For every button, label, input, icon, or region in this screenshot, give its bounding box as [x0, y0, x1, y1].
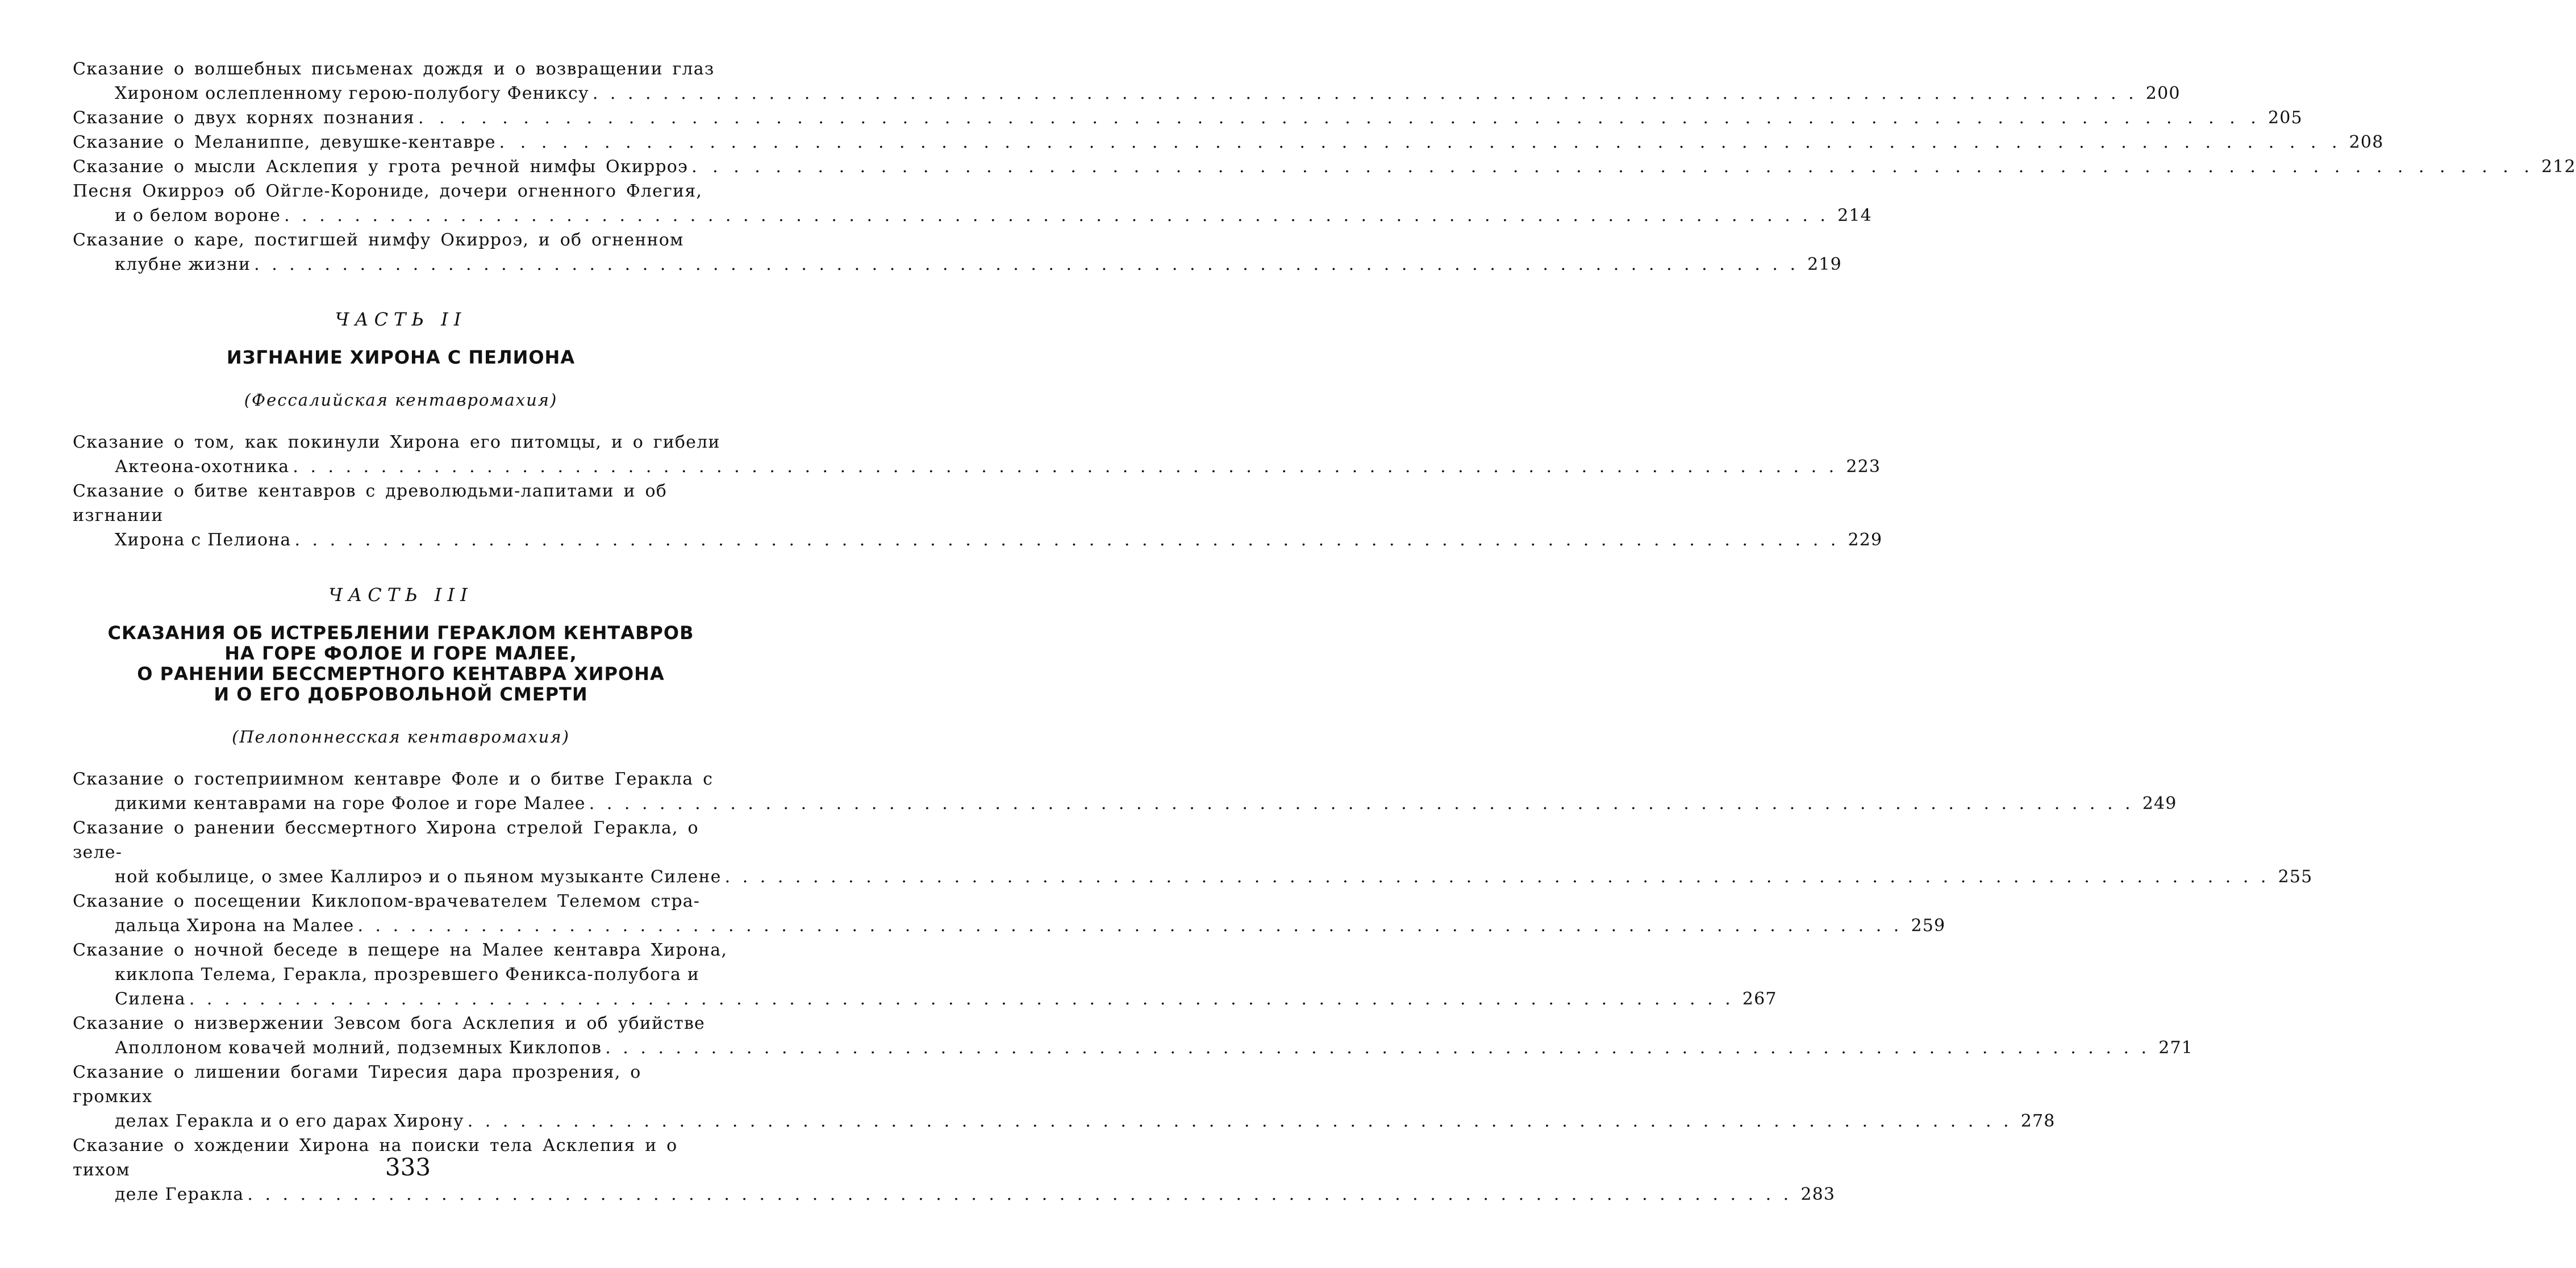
part-subtitle: (Фессалийская кентавромахия) — [244, 390, 558, 410]
entry-text: Хироном ослепленному герою-полубогу Фениксу — [115, 84, 589, 103]
dot-leader — [725, 865, 2270, 889]
entry-text: ной кобылице, о змее Каллироэ и о пьяном музыканте Силене — [115, 867, 722, 887]
dot-leader — [589, 791, 2134, 816]
dot-leader — [418, 106, 2260, 130]
entry-text: киклопа Телема, Геракла, прозревшего Феникса-полубога и — [115, 965, 700, 985]
toc-entry — [73, 938, 1777, 1011]
toc-entry — [73, 479, 1883, 552]
part-subtitle: (Пелопоннесская кентавромахия) — [232, 727, 570, 746]
part-label: ЧАСТЬ III — [328, 584, 473, 606]
page-ref: 200 — [2145, 84, 2181, 103]
entry-text: Сказание о волшебных письменах дождя и о возвращении глаз — [73, 59, 715, 79]
page-ref: 271 — [2158, 1038, 2194, 1058]
page-ref: 255 — [2278, 867, 2313, 887]
toc-entry — [73, 130, 2384, 155]
entry-text: Хирона с Пелиона — [115, 530, 291, 550]
entry-text: Аполлоном ковачей молний, подземных Киклопов — [115, 1038, 602, 1058]
part-title-line: СКАЗАНИЯ ОБ ИСТРЕБЛЕНИИ ГЕРАКЛОМ КЕНТАВРОВ — [107, 622, 694, 644]
dot-leader — [284, 203, 1829, 228]
page-ref: 259 — [1911, 916, 1946, 936]
part-title — [73, 347, 729, 368]
page-ref: 205 — [2267, 108, 2303, 128]
entry-text: Сказание о лишении богами Тиресия дара прозрения, о громких — [73, 1062, 641, 1107]
entry-text: дальца Хирона на Малее — [115, 916, 355, 936]
page-ref: 223 — [1846, 457, 1881, 477]
toc-entry — [73, 767, 2177, 816]
dot-leader — [357, 914, 1902, 938]
toc-entry — [73, 430, 1881, 479]
entry-text: Песня Окирроэ об Ойгле-Корониде, дочери огненного Флегия, — [73, 181, 703, 201]
part-title-line: О РАНЕНИИ БЕССМЕРТНОГО КЕНТАВРА ХИРОНА — [137, 663, 665, 685]
dot-leader — [468, 1109, 2012, 1133]
dot-leader — [294, 528, 1839, 552]
dot-leader — [247, 1182, 1792, 1207]
entry-text: и о белом вороне — [115, 206, 281, 226]
dot-leader — [605, 1036, 2150, 1060]
entry-text: Актеона-охотника — [115, 457, 290, 477]
table-of-contents — [73, 57, 2576, 1207]
page-ref: 278 — [2020, 1111, 2056, 1131]
entry-text: Сказание о ранении бессмертного Хирона стрелой Геракла, о зеле- — [73, 818, 699, 862]
entry-text: дикими кентаврами на горе Фолое и горе Малее — [115, 794, 586, 814]
dot-leader — [189, 987, 1734, 1011]
toc-entry — [73, 57, 2181, 106]
page-ref: 283 — [1800, 1184, 1836, 1204]
part-title-line: НА ГОРЕ ФОЛОЕ И ГОРЕ МАЛЕЕ, — [224, 643, 577, 664]
dot-leader — [593, 81, 2137, 106]
entry-text: Сказание о хождении Хирона на поиски тела Асклепия и о тихом — [73, 1136, 678, 1180]
page-ref: 219 — [1807, 255, 1842, 274]
entry-text: Сказание о каре, постигшей нимфу Окирроэ, и об огненном — [73, 230, 684, 250]
toc-entry — [73, 816, 2313, 889]
entry-text: Сказание о битве кентавров с древолюдьми-лапитами и об изгнании — [73, 481, 668, 525]
page-ref: 208 — [2349, 132, 2384, 152]
entry-text: деле Геракла — [115, 1184, 244, 1204]
toc-entry — [73, 1011, 2194, 1060]
entry-text: Сказание о том, как покинули Хирона его питомцы, и о гибели — [73, 432, 720, 452]
page-number: 333 — [385, 1153, 431, 1181]
part-label: ЧАСТЬ II — [335, 308, 467, 330]
toc-entry — [73, 155, 2576, 179]
page-ref: 267 — [1742, 989, 1777, 1009]
entry-text: Сказание о мысли Асклепия у грота речной нимфы Окирроэ — [73, 157, 689, 177]
part-title-line: ИЗГНАНИЕ ХИРОНА С ПЕЛИОНА — [226, 347, 576, 368]
entry-text: Сказание о низвержении Зевсом бога Асклепия и об убийстве — [73, 1013, 705, 1033]
entry-text: Силена — [115, 989, 186, 1009]
entry-text: делах Геракла и о его дарах Хирону — [115, 1111, 464, 1131]
page-ref: 212 — [2541, 157, 2576, 177]
toc-entry — [73, 228, 1842, 277]
page-ref: 229 — [1848, 530, 1883, 550]
dot-leader — [254, 252, 1799, 277]
entry-text: Сказание о Меланиппе, девушке-кентавре — [73, 132, 496, 152]
entry-text: Сказание о ночной беседе в пещере на Малее кентавра Хирона, — [73, 940, 728, 960]
toc-entry — [73, 106, 2303, 130]
toc-entry — [73, 179, 1872, 228]
entry-text: клубне жизни — [115, 255, 251, 274]
entry-text: Сказание о гостеприимном кентавре Фоле и о битве Геракла с — [73, 769, 714, 789]
entry-text: Сказание о двух корнях познания — [73, 108, 415, 128]
part-title — [73, 623, 729, 704]
toc-entry — [73, 889, 1946, 938]
part-title-line: И О ЕГО ДОБРОВОЛЬНОЙ СМЕРТИ — [214, 683, 588, 705]
page-ref: 214 — [1837, 206, 1872, 226]
toc-entry — [73, 1060, 2056, 1133]
entry-text: Сказание о посещении Киклопом-врачевателем Телемом стра- — [73, 891, 701, 911]
dot-leader — [499, 130, 2341, 155]
dot-leader — [691, 155, 2533, 179]
dot-leader — [293, 454, 1837, 479]
page-ref: 249 — [2142, 794, 2177, 814]
